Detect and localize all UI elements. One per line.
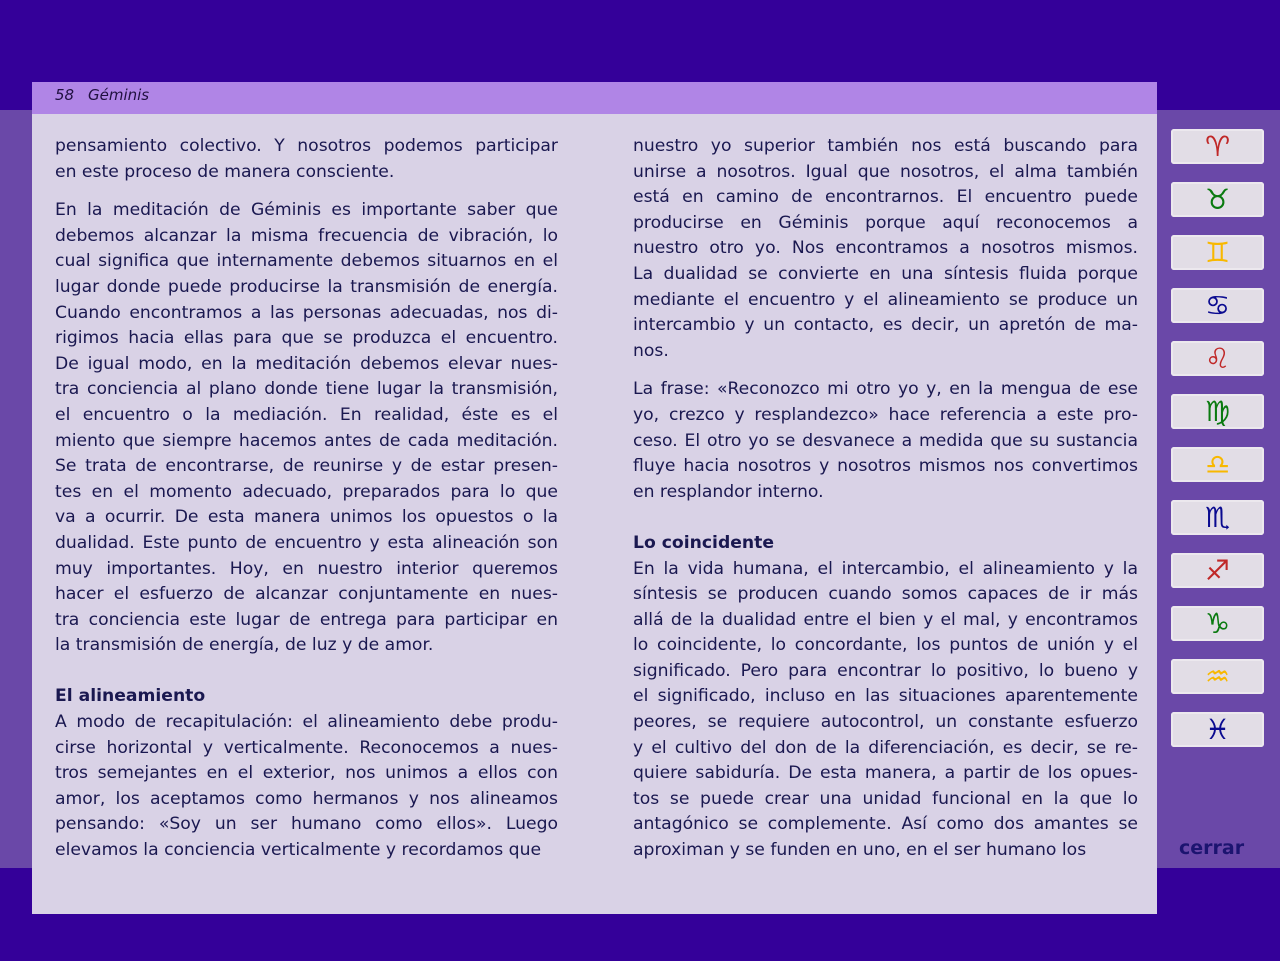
text-line: quiere sabiduría. De esta manera, a partir de los opues- <box>633 763 1138 784</box>
spacer <box>633 505 1138 531</box>
zodiac-button-cancer[interactable] <box>1171 288 1264 323</box>
text-line: En la meditación de Géminis es importante saber que <box>55 200 558 221</box>
sagittarius-icon: ♐︎ <box>1204 554 1231 587</box>
text-line: unirse a nosotros. Igual que nosotros, el alma también <box>633 161 1138 182</box>
text-line: Se trata de encontrarse, de reunirse y de estar presen- <box>55 456 558 477</box>
zodiac-button-sagittarius[interactable] <box>1171 553 1264 588</box>
text-line: aproximan y se funden en uno, en el ser humano los <box>633 840 1087 861</box>
text-line: lugar donde puede producirse la transmisión de energía. <box>55 276 558 297</box>
text-line: pensamiento colectivo. Y nosotros podemos participar <box>55 136 558 156</box>
page-number: 58 <box>55 86 75 104</box>
text-line: la transmisión de energía, de luz y de amor. <box>55 635 434 656</box>
text-line: está en camino de encontrarnos. El encuentro puede <box>633 187 1138 208</box>
aquarius-icon: ♒︎ <box>1204 660 1231 693</box>
text-line: cirse horizontal y verticalmente. Reconocemos a nues- <box>55 737 558 758</box>
gemini-icon: ♊︎ <box>1204 236 1231 269</box>
page-header <box>32 82 1157 114</box>
text-line: nuestro otro yo. Nos encontramos a nosotros mismos. <box>633 238 1138 259</box>
text-line: tra conciencia al plano donde tiene lugar la transmisión, <box>55 379 558 400</box>
chapter-title: Géminis <box>88 86 150 104</box>
text-line: mediante el encuentro y el alineamiento se produce un <box>633 289 1138 310</box>
spacer <box>633 364 1138 377</box>
section-heading: El alineamiento <box>55 686 206 707</box>
zodiac-button-virgo[interactable] <box>1171 394 1264 429</box>
right-column <box>633 134 1138 864</box>
text-line: va a ocurrir. De esta manera unimos los opuestos o la <box>55 507 558 528</box>
text-line: antagónico se complemente. Así como dos amantes se <box>633 814 1138 835</box>
text-line: tes en el momento adecuado, preparados para lo que <box>55 481 558 502</box>
text-line: La dualidad se convierte en una síntesis fluida porque <box>633 263 1138 284</box>
zodiac-button-pisces[interactable] <box>1171 712 1264 747</box>
text-line: dualidad. Este punto de encuentro y esta alineación son <box>55 532 558 553</box>
spacer <box>55 185 558 198</box>
zodiac-button-taurus[interactable] <box>1171 182 1264 217</box>
capricorn-icon: ♑︎ <box>1204 607 1231 640</box>
taurus-icon: ♉︎ <box>1204 183 1231 216</box>
text-line: el significado, incluso en las situaciones aparentemente <box>633 686 1138 707</box>
text-line: nuestro yo superior también nos está buscando para <box>633 136 1138 156</box>
cancer-icon: ♋︎ <box>1204 289 1231 322</box>
spacer <box>55 659 558 685</box>
text-line: tos se puede crear una unidad funcional en la que lo <box>633 788 1138 809</box>
text-line: peores, se requiere autocontrol, un constante esfuerzo <box>633 712 1138 733</box>
text-line: pensando: «Soy un ser humano como ellos». Luego <box>55 814 558 835</box>
zodiac-button-aries[interactable] <box>1171 129 1264 164</box>
text-line: En la vida humana, el intercambio, el alineamiento y la <box>633 558 1138 579</box>
text-line: elevamos la conciencia verticalmente y recordamos que <box>55 840 542 861</box>
virgo-icon: ♍︎ <box>1204 395 1231 428</box>
text-line: cual significa que internamente debemos situarnos en el <box>55 251 558 272</box>
zodiac-button-leo[interactable] <box>1171 341 1264 376</box>
text-line: intercambio y un contacto, es decir, un apretón de ma- <box>633 315 1138 336</box>
text-line: hacer el esfuerzo de alcanzar conjuntamente en nues- <box>55 584 558 605</box>
libra-icon: ♎︎ <box>1204 448 1231 481</box>
pisces-icon: ♓︎ <box>1204 713 1231 746</box>
text-line: nos. <box>633 340 669 361</box>
text-line: yo, crezco y resplandezco» hace referencia a este pro- <box>633 404 1138 425</box>
text-line: significado. Pero para encontrar lo positivo, lo bueno y <box>633 660 1138 681</box>
zodiac-button-gemini[interactable] <box>1171 235 1264 270</box>
text-line: miento que siempre hacemos antes de cada meditación. <box>55 430 558 451</box>
scorpio-icon: ♏︎ <box>1204 501 1231 534</box>
leo-icon: ♌︎ <box>1204 342 1231 375</box>
text-line: allá de la dualidad entre el bien y el mal, y encontramos <box>633 609 1138 630</box>
aries-icon: ♈︎ <box>1204 130 1231 163</box>
zodiac-button-scorpio[interactable] <box>1171 500 1264 535</box>
zodiac-button-capricorn[interactable] <box>1171 606 1264 641</box>
text-line: Cuando encontramos a las personas adecuadas, nos di- <box>55 302 558 323</box>
left-column <box>55 134 558 864</box>
text-line: y el cultivo del don de la diferenciación, es decir, se re- <box>633 737 1138 758</box>
zodiac-button-libra[interactable] <box>1171 447 1264 482</box>
zodiac-navigation <box>1171 129 1264 765</box>
text-line: lo coincidente, lo concordante, los puntos de unión y el <box>633 635 1138 656</box>
text-line: tra conciencia este lugar de entrega para participar en <box>55 609 558 630</box>
text-line: en resplandor interno. <box>633 481 824 502</box>
book-page <box>32 82 1157 914</box>
text-line: el encuentro o la mediación. En realidad, éste es el <box>55 404 558 425</box>
text-line: La frase: «Reconozco mi otro yo y, en la mengua de ese <box>633 379 1138 400</box>
text-line: amor, los aceptamos como hermanos y nos alineamos <box>55 788 558 809</box>
text-line: en este proceso de manera consciente. <box>55 161 395 182</box>
close-link[interactable]: cerrar <box>1179 837 1245 859</box>
text-line: debemos alcanzar la misma frecuencia de vibración, lo <box>55 225 558 246</box>
text-line: tros semejantes en el exterior, nos unimos a ellos con <box>55 763 558 784</box>
text-line: fluye hacia nosotros y nosotros mismos nos convertimos <box>633 456 1138 477</box>
section-heading: Lo coincidente <box>633 532 775 553</box>
text-line: muy importantes. Hoy, en nuestro interior queremos <box>55 558 558 579</box>
text-line: producirse en Géminis porque aquí reconocemos a <box>633 212 1138 233</box>
text-line: De igual modo, en la meditación debemos elevar nues- <box>55 353 558 374</box>
text-line: síntesis se producen cuando somos capaces de ir más <box>633 584 1138 605</box>
text-line: ceso. El otro yo se desvanece a medida que su sustancia <box>633 430 1138 451</box>
text-line: rigimos hacia ellas para que se produzca el encuentro. <box>55 328 558 349</box>
text-line: A modo de recapitulación: el alineamiento debe produ- <box>55 712 558 733</box>
zodiac-button-aquarius[interactable] <box>1171 659 1264 694</box>
